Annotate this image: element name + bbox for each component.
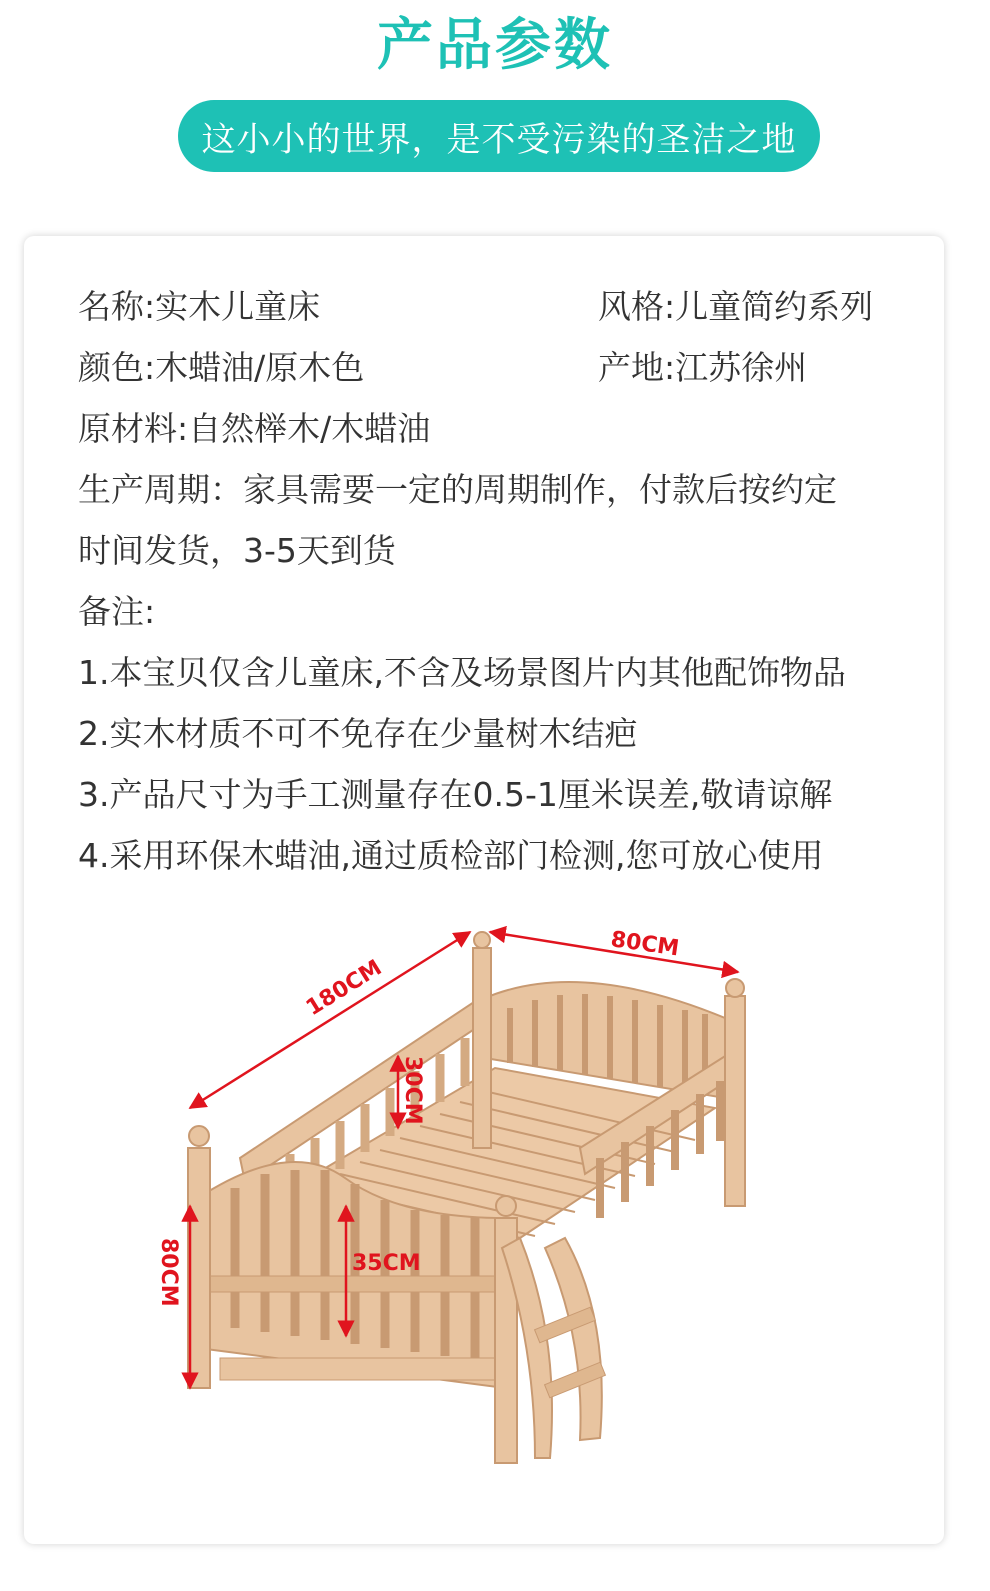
page-title: 产品参数 xyxy=(377,13,613,78)
spec-color: 颜色:木蜡油/原木色 xyxy=(78,348,365,387)
bed-dimension-diagram xyxy=(140,918,840,1538)
dim-label-length: 180CM xyxy=(301,955,387,1022)
spec-cycle-line-1: 生产周期：家具需要一定的周期制作，付款后按约定 xyxy=(78,470,837,509)
note-item: 1.本宝贝仅含儿童床,不含及场景图片内其他配饰物品 xyxy=(78,653,846,692)
note-item: 3.产品尺寸为手工测量存在0.5-1厘米误差,敬请谅解 xyxy=(78,775,833,814)
spec-material: 原材料:自然榉木/木蜡油 xyxy=(78,409,431,448)
note-item: 2.实木材质不可不免存在少量树木结疤 xyxy=(78,714,638,753)
notes-label: 备注: xyxy=(78,592,156,631)
dim-label-bed-height: 35CM xyxy=(352,1251,421,1276)
slogan-banner: 这小小的世界，是不受污染的圣洁之地 xyxy=(178,100,820,172)
dim-label-height: 80CM xyxy=(156,1238,181,1307)
note-item: 4.采用环保木蜡油,通过质检部门检测,您可放心使用 xyxy=(78,836,824,875)
bed-illustration xyxy=(188,932,745,1463)
spec-style: 风格:儿童简约系列 xyxy=(598,287,874,326)
dim-label-rail: 30CM xyxy=(400,1056,425,1125)
spec-cycle-line-2: 时间发货，3-5天到货 xyxy=(78,531,396,570)
spec-name: 名称:实木儿童床 xyxy=(78,287,321,326)
dim-line-length xyxy=(190,932,470,1108)
dim-label-width: 80CM xyxy=(609,927,681,962)
spec-origin: 产地:江苏徐州 xyxy=(598,348,808,387)
